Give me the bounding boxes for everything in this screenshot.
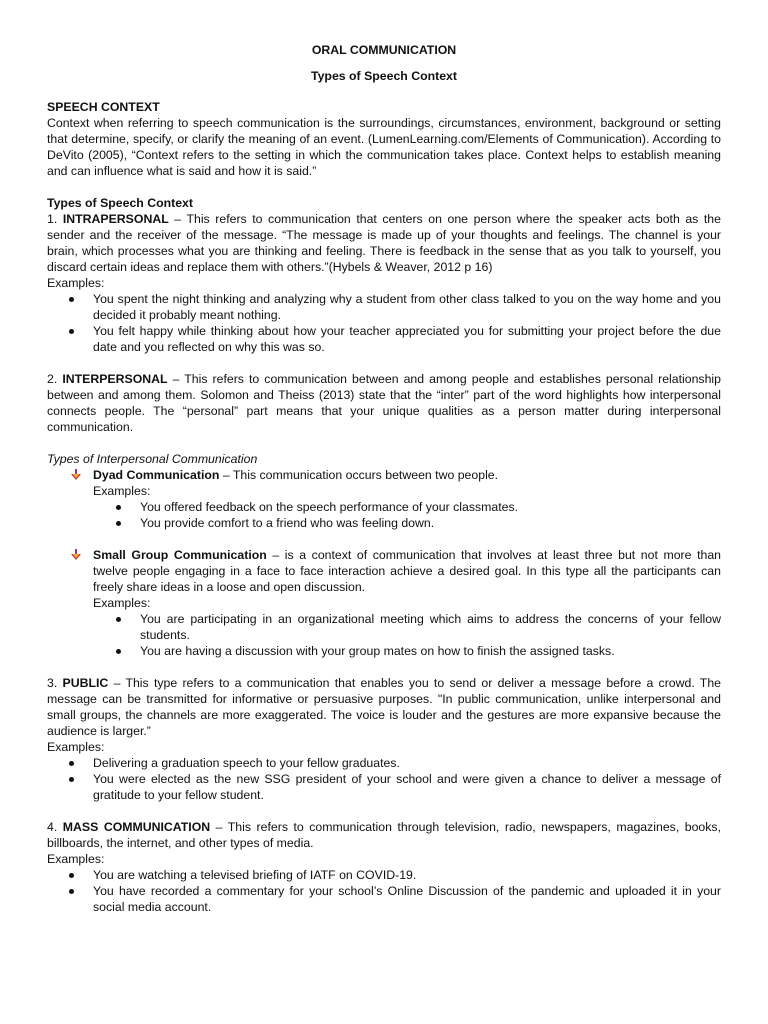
public-text: – This type refers to a communication that enables you to send or deliver a message before a crowd. The message can be transmitted for informative or persuasive purposes. "In public communication, unlike interpersonal and small groups, the channels are more exaggerated. The voice is louder and the gestures are more expansive because the audience is larger.”	[47, 676, 721, 738]
mass-number: 4.	[47, 820, 58, 834]
document-title: ORAL COMMUNICATION	[311, 43, 457, 57]
arrow-bullet-icon	[70, 469, 82, 481]
dyad-block	[47, 467, 721, 531]
small-group-examples	[47, 611, 721, 659]
interpersonal-term: INTERPERSONAL	[62, 372, 168, 386]
speech-context-heading: SPEECH CONTEXT	[47, 100, 160, 114]
list-item: You offered feedback on the speech performance of your classmates.	[140, 499, 721, 515]
intrapersonal-term: INTRAPERSONAL	[62, 212, 169, 226]
public-paragraph	[47, 675, 721, 739]
public-number: 3.	[47, 676, 58, 690]
public-examples	[47, 755, 721, 803]
intrapersonal-number: 1.	[47, 212, 58, 226]
small-group-paragraph	[93, 547, 721, 595]
intrapersonal-examples	[47, 291, 721, 355]
examples-label: Examples:	[47, 276, 105, 290]
small-group-text: – is a context of communication that involves at least three but not more than twelve people engaging in a face to face interaction achieve a desired goal. In this type all the participants can freely share ideas in a loose and open discussion.	[93, 548, 722, 594]
interpersonal-text: – This refers to communication between and among people and establishes personal relationship between and among them. Solomon and Theiss (2013) state that the “inter” part of the word highlights how interpersonal connects people. The “personal” part means that your unique qualities as a person matter during interpersonal communication.	[47, 372, 721, 434]
examples-label: Examples:	[47, 852, 105, 866]
list-item: You provide comfort to a friend who was feeling down.	[140, 515, 721, 531]
interpersonal-number: 2.	[47, 372, 58, 386]
list-item: You spent the night thinking and analyzing why a student from other class talked to you on the way home and you decided it probably meant nothing.	[93, 292, 721, 322]
list-item: You have recorded a commentary for your school’s Online Discussion of the pandemic and uploaded it in your social media account.	[93, 884, 721, 914]
arrow-bullet-icon	[70, 549, 82, 561]
dyad-term: Dyad Communication	[93, 468, 220, 482]
mass-term: MASS COMMUNICATION	[62, 820, 211, 834]
speech-context-body: Context when referring to speech communication is the surroundings, circumstances, environment, background or setting that determine, specify, or clarify the meaning of an event. (LumenLearning.com/Elements of Communication). According to DeVito (2005), “Context refers to the setting in which the communication takes place. Context helps to establish meaning and can influence what is said and how it is said.”	[47, 116, 721, 178]
document-subtitle: Types of Speech Context	[311, 69, 457, 83]
interpersonal-paragraph	[47, 371, 721, 435]
intrapersonal-text: – This refers to communication that centers on one person where the speaker acts both as the sender and the receiver of the message. “The message is made up of your thoughts and feelings. The channel is your brain, which processes what you are thinking and feeling. There is feedback in the sense that as you talk to yourself, you discard certain ideas and replace them with others.”(Hybels & Weaver, 2012 p 16)	[47, 212, 721, 274]
mass-paragraph	[47, 819, 721, 851]
dyad-paragraph	[93, 467, 721, 483]
dyad-examples	[47, 499, 721, 531]
list-item: You felt happy while thinking about how your teacher appreciated you for submitting your project before the due date and you reflected on why this was so.	[93, 324, 721, 354]
list-item: You are participating in an organizational meeting which aims to address the concerns of your fellow students.	[140, 612, 721, 642]
public-term: PUBLIC	[62, 676, 109, 690]
list-item: Delivering a graduation speech to your fellow graduates.	[93, 755, 721, 771]
list-item: You are having a discussion with your group mates on how to finish the assigned tasks.	[140, 643, 721, 659]
examples-label: Examples:	[47, 740, 105, 754]
examples-label: Examples:	[93, 484, 151, 498]
types-heading: Types of Speech Context	[47, 196, 193, 210]
mass-text: – This refers to communication through television, radio, newspapers, magazines, books, billboards, the internet, and other types of media.	[47, 820, 721, 850]
intrapersonal-paragraph	[47, 211, 721, 275]
mass-examples	[47, 867, 721, 915]
list-item: You were elected as the new SSG president of your school and were given a chance to deliver a message of gratitude to your fellow student.	[93, 772, 721, 802]
examples-label: Examples:	[93, 596, 151, 610]
small-group-term: Small Group Communication	[93, 548, 267, 562]
list-item: You are watching a televised briefing of IATF on COVID-19.	[93, 867, 721, 883]
dyad-text: – This communication occurs between two people.	[219, 468, 499, 482]
small-group-block	[47, 547, 721, 659]
interpersonal-types-heading: Types of Interpersonal Communication	[47, 452, 258, 466]
